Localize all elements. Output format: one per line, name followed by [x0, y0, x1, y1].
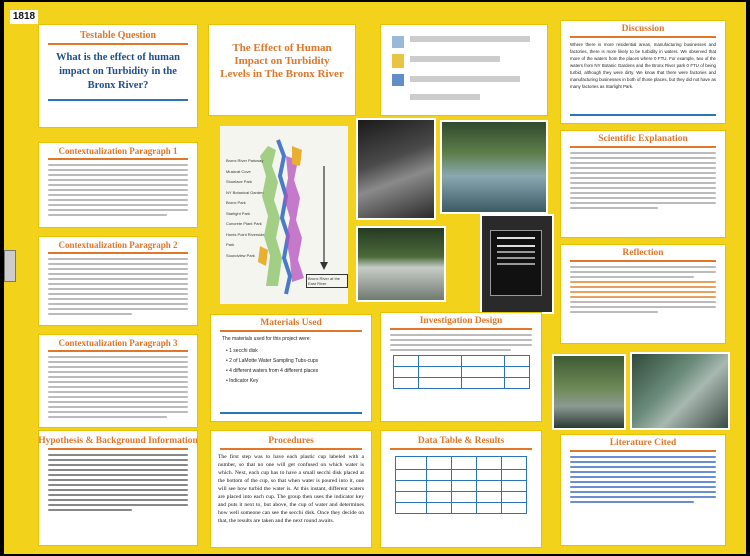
poster-id-label: 1818 [10, 10, 38, 24]
logo-block-icon [392, 36, 404, 48]
map-place: Muskrat Cove [226, 168, 251, 174]
data-table-card [380, 430, 542, 548]
results-table [395, 456, 527, 514]
reflection-card [560, 244, 726, 344]
list-item: • Indicator Key [226, 378, 259, 384]
poster-board [4, 2, 746, 554]
list-item: • 1 secchi disk [226, 348, 258, 354]
map-place: Soundview Park [226, 252, 255, 258]
heading-rule [570, 36, 716, 38]
heading-rule [220, 448, 362, 450]
binder-clip [4, 250, 16, 282]
reflection-heading: Reflection [622, 248, 664, 258]
discussion-text: Where there is more residential areas, manufacturing businesses and factories, there is more likely to be turbidity in waters. We observed that more of the waters from the places where 0 FTU. For example, two of the waters from NY Botanic Gardens and the Bronx River park 0 FTU of being turbid, although they were dirty. We know that there were factories and manufacturing businesses in both of those places, but they did not have as many factories as Starlight Park. [570, 42, 716, 89]
list-item: • 4 different waters from 4 different places [226, 368, 319, 374]
explanation-heading: Scientific Explanation [598, 134, 688, 144]
discussion-card [560, 20, 726, 124]
materials-intro: The materials used for this project were: [222, 336, 311, 342]
blurred-info-card [380, 24, 548, 116]
footer-rule [48, 99, 188, 101]
materials-heading: Materials Used [260, 318, 322, 328]
map-place: Bronx River Parkway [226, 158, 264, 163]
heading-rule [570, 260, 716, 262]
photo-waterfall [356, 226, 446, 302]
hypothesis-heading: Hypothesis & Background Information [38, 436, 198, 446]
map-labels [226, 156, 272, 261]
photo-river-bridge [440, 120, 548, 214]
context1-card [38, 142, 198, 228]
heading-rule [48, 350, 188, 352]
footer-rule [570, 114, 716, 116]
footer-rule [220, 412, 362, 414]
hypothesis-card [38, 430, 198, 546]
investigation-heading: Investigation Design [419, 316, 503, 326]
materials-card [210, 314, 372, 422]
heading-rule [390, 448, 532, 450]
context3-card [38, 334, 198, 428]
literature-links [570, 456, 716, 503]
map-place: Bronx Park [226, 200, 246, 205]
photo-bridge-dark [356, 118, 436, 220]
context1-heading: Contextualization Paragraph 1 [58, 146, 178, 156]
testable-question-text: What is the effect of human impact on Turbidity in the Bronx River? [56, 52, 180, 91]
heading-rule [220, 330, 362, 332]
testable-question-card [38, 24, 198, 128]
procedures-card [210, 430, 372, 548]
investigation-table [393, 355, 530, 389]
data-table-heading: Data Table & Results [417, 436, 505, 446]
literature-card [560, 434, 726, 546]
heading-rule [390, 328, 532, 330]
heading-rule [48, 448, 188, 450]
main-title: The Effect of Human Impact on Turbidity Levels in The Bronx River [220, 42, 344, 80]
materials-list [226, 346, 356, 386]
list-item: • 2 of LaMotte Water Sampling Tubs-cups [226, 358, 319, 364]
logo-block-icon [392, 54, 404, 68]
procedures-text: The first step was to have each plastic cup labeled with a number, so that no one will get confused on which water is which. Next, each cup has to have a small secchi disk placed at the bottom of the cup, so that when water is poured into it, one will see how turbid the water is. At this instant, different waters are placed into each cup. The group then uses the indicator key and puts it next to, but above, the cup of water and determines how well someone can see the secchi disk. Once they decide on that, the results are taken and the next round awaits. [218, 454, 364, 524]
photo-sign [480, 214, 554, 314]
river-sign [490, 230, 542, 296]
context2-heading: Contextualization Paragraph 2 [58, 240, 178, 250]
map-place: Shoelace Park [226, 179, 253, 184]
context2-card [38, 236, 198, 326]
discussion-heading: Discussion [621, 24, 665, 34]
explanation-card [560, 130, 726, 238]
map-caption: Bronx River at the East River [306, 274, 348, 288]
photo-river-ducks [552, 354, 626, 430]
context3-heading: Contextualization Paragraph 3 [58, 338, 178, 348]
investigation-card [380, 312, 542, 422]
context1-text [48, 164, 188, 216]
hypothesis-text [48, 454, 188, 511]
investigation-text [390, 334, 532, 351]
map-place: NY Botanical Garden [226, 189, 264, 195]
map-place: Hunts Point Riverside Park [226, 231, 265, 247]
heading-rule [48, 158, 188, 160]
context3-text [48, 356, 188, 418]
context2-text [48, 258, 188, 315]
explanation-text [570, 152, 716, 209]
procedures-heading: Procedures [268, 436, 314, 446]
heading-rule [48, 252, 188, 254]
logo-block-icon [392, 74, 404, 86]
main-title-card [208, 24, 356, 116]
reflection-text [570, 266, 716, 313]
photo-river-fence [630, 352, 730, 430]
map-place: Starlight Park [226, 210, 251, 216]
heading-rule [48, 43, 188, 45]
map-card [220, 126, 348, 304]
map-place: Concrete Plant Park [226, 221, 262, 226]
literature-heading: Literature Cited [609, 438, 677, 448]
testable-question-heading: Testable Question [79, 30, 157, 41]
heading-rule [570, 146, 716, 148]
heading-rule [570, 450, 716, 452]
